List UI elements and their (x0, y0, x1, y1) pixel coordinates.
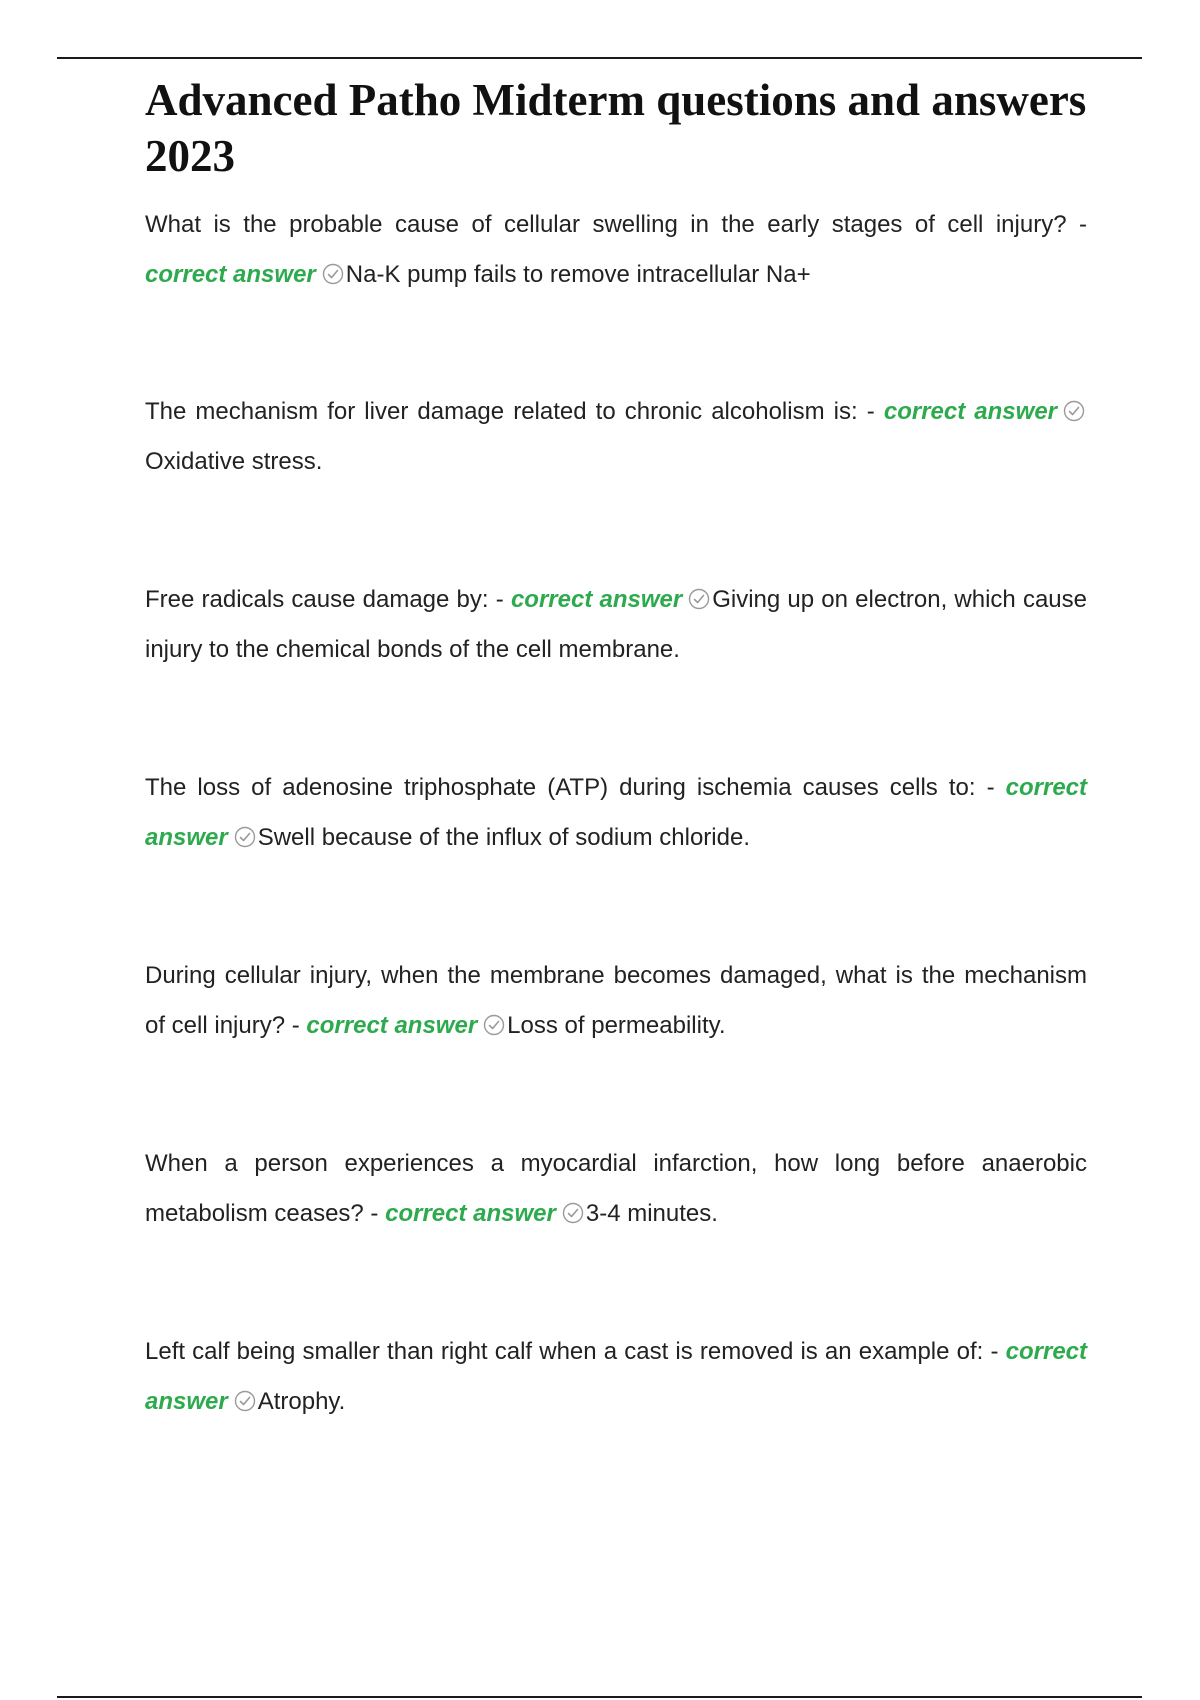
check-circle-icon (322, 263, 344, 285)
answer-marker: correct answer (306, 1012, 478, 1039)
answer-text: 3-4 minutes. (585, 1200, 718, 1227)
check-circle-icon (234, 826, 256, 848)
check-circle-icon (1063, 400, 1085, 422)
question-text: During cellular injury, when the membrane becomes damaged, what is the mechanism of cell injury? - (145, 962, 1087, 1039)
question-text: The loss of adenosine triphosphate (ATP) during ischemia causes cells to: - (145, 774, 995, 801)
answer-marker: correct answer (145, 774, 1088, 851)
qa-item (145, 1327, 1087, 1427)
top-rule (57, 57, 1142, 59)
answer-text: Giving up on electron, which cause injury to the chemical bonds of the cell membrane. (145, 586, 1088, 663)
answer-marker: correct answer (145, 261, 316, 288)
question-text: What is the probable cause of cellular swelling in the early stages of cell injury? - (145, 211, 1087, 238)
answer-text: Loss of permeability. (507, 1012, 726, 1039)
question-text: The mechanism for liver damage related to chronic alcoholism is: - (145, 398, 875, 425)
answer-text: Oxidative stress. (145, 448, 323, 475)
check-circle-icon (234, 1390, 256, 1412)
check-circle-icon (688, 588, 710, 610)
question-text: Left calf being smaller than right calf when a cast is removed is an example of: - (145, 1338, 999, 1365)
bottom-rule (57, 1696, 1142, 1698)
answer-marker: correct answer (145, 1338, 1087, 1415)
question-text: When a person experiences a myocardial infarction, how long before anaerobic metabolism ceases? - (145, 1150, 1087, 1227)
check-circle-icon (483, 1014, 505, 1036)
document-title: Advanced Patho Midterm questions and answers 2023 (145, 75, 1087, 181)
qa-item (145, 575, 1087, 675)
qa-item (145, 1139, 1087, 1239)
answer-text: Atrophy. (257, 1388, 346, 1415)
answer-marker: correct answer (510, 586, 683, 613)
answer-marker: correct answer (385, 1200, 556, 1227)
answer-text: Na-K pump fails to remove intracellular Na+ (345, 261, 811, 288)
answer-marker: correct answer (883, 398, 1058, 425)
document-body (145, 72, 1087, 1515)
qa-item (145, 951, 1087, 1051)
check-circle-icon (562, 1202, 584, 1224)
question-text: Free radicals cause damage by: - (145, 586, 504, 613)
answer-text: Swell because of the influx of sodium chloride. (257, 824, 750, 851)
qa-item (145, 387, 1087, 487)
qa-item (145, 200, 1087, 300)
qa-item (145, 763, 1087, 863)
